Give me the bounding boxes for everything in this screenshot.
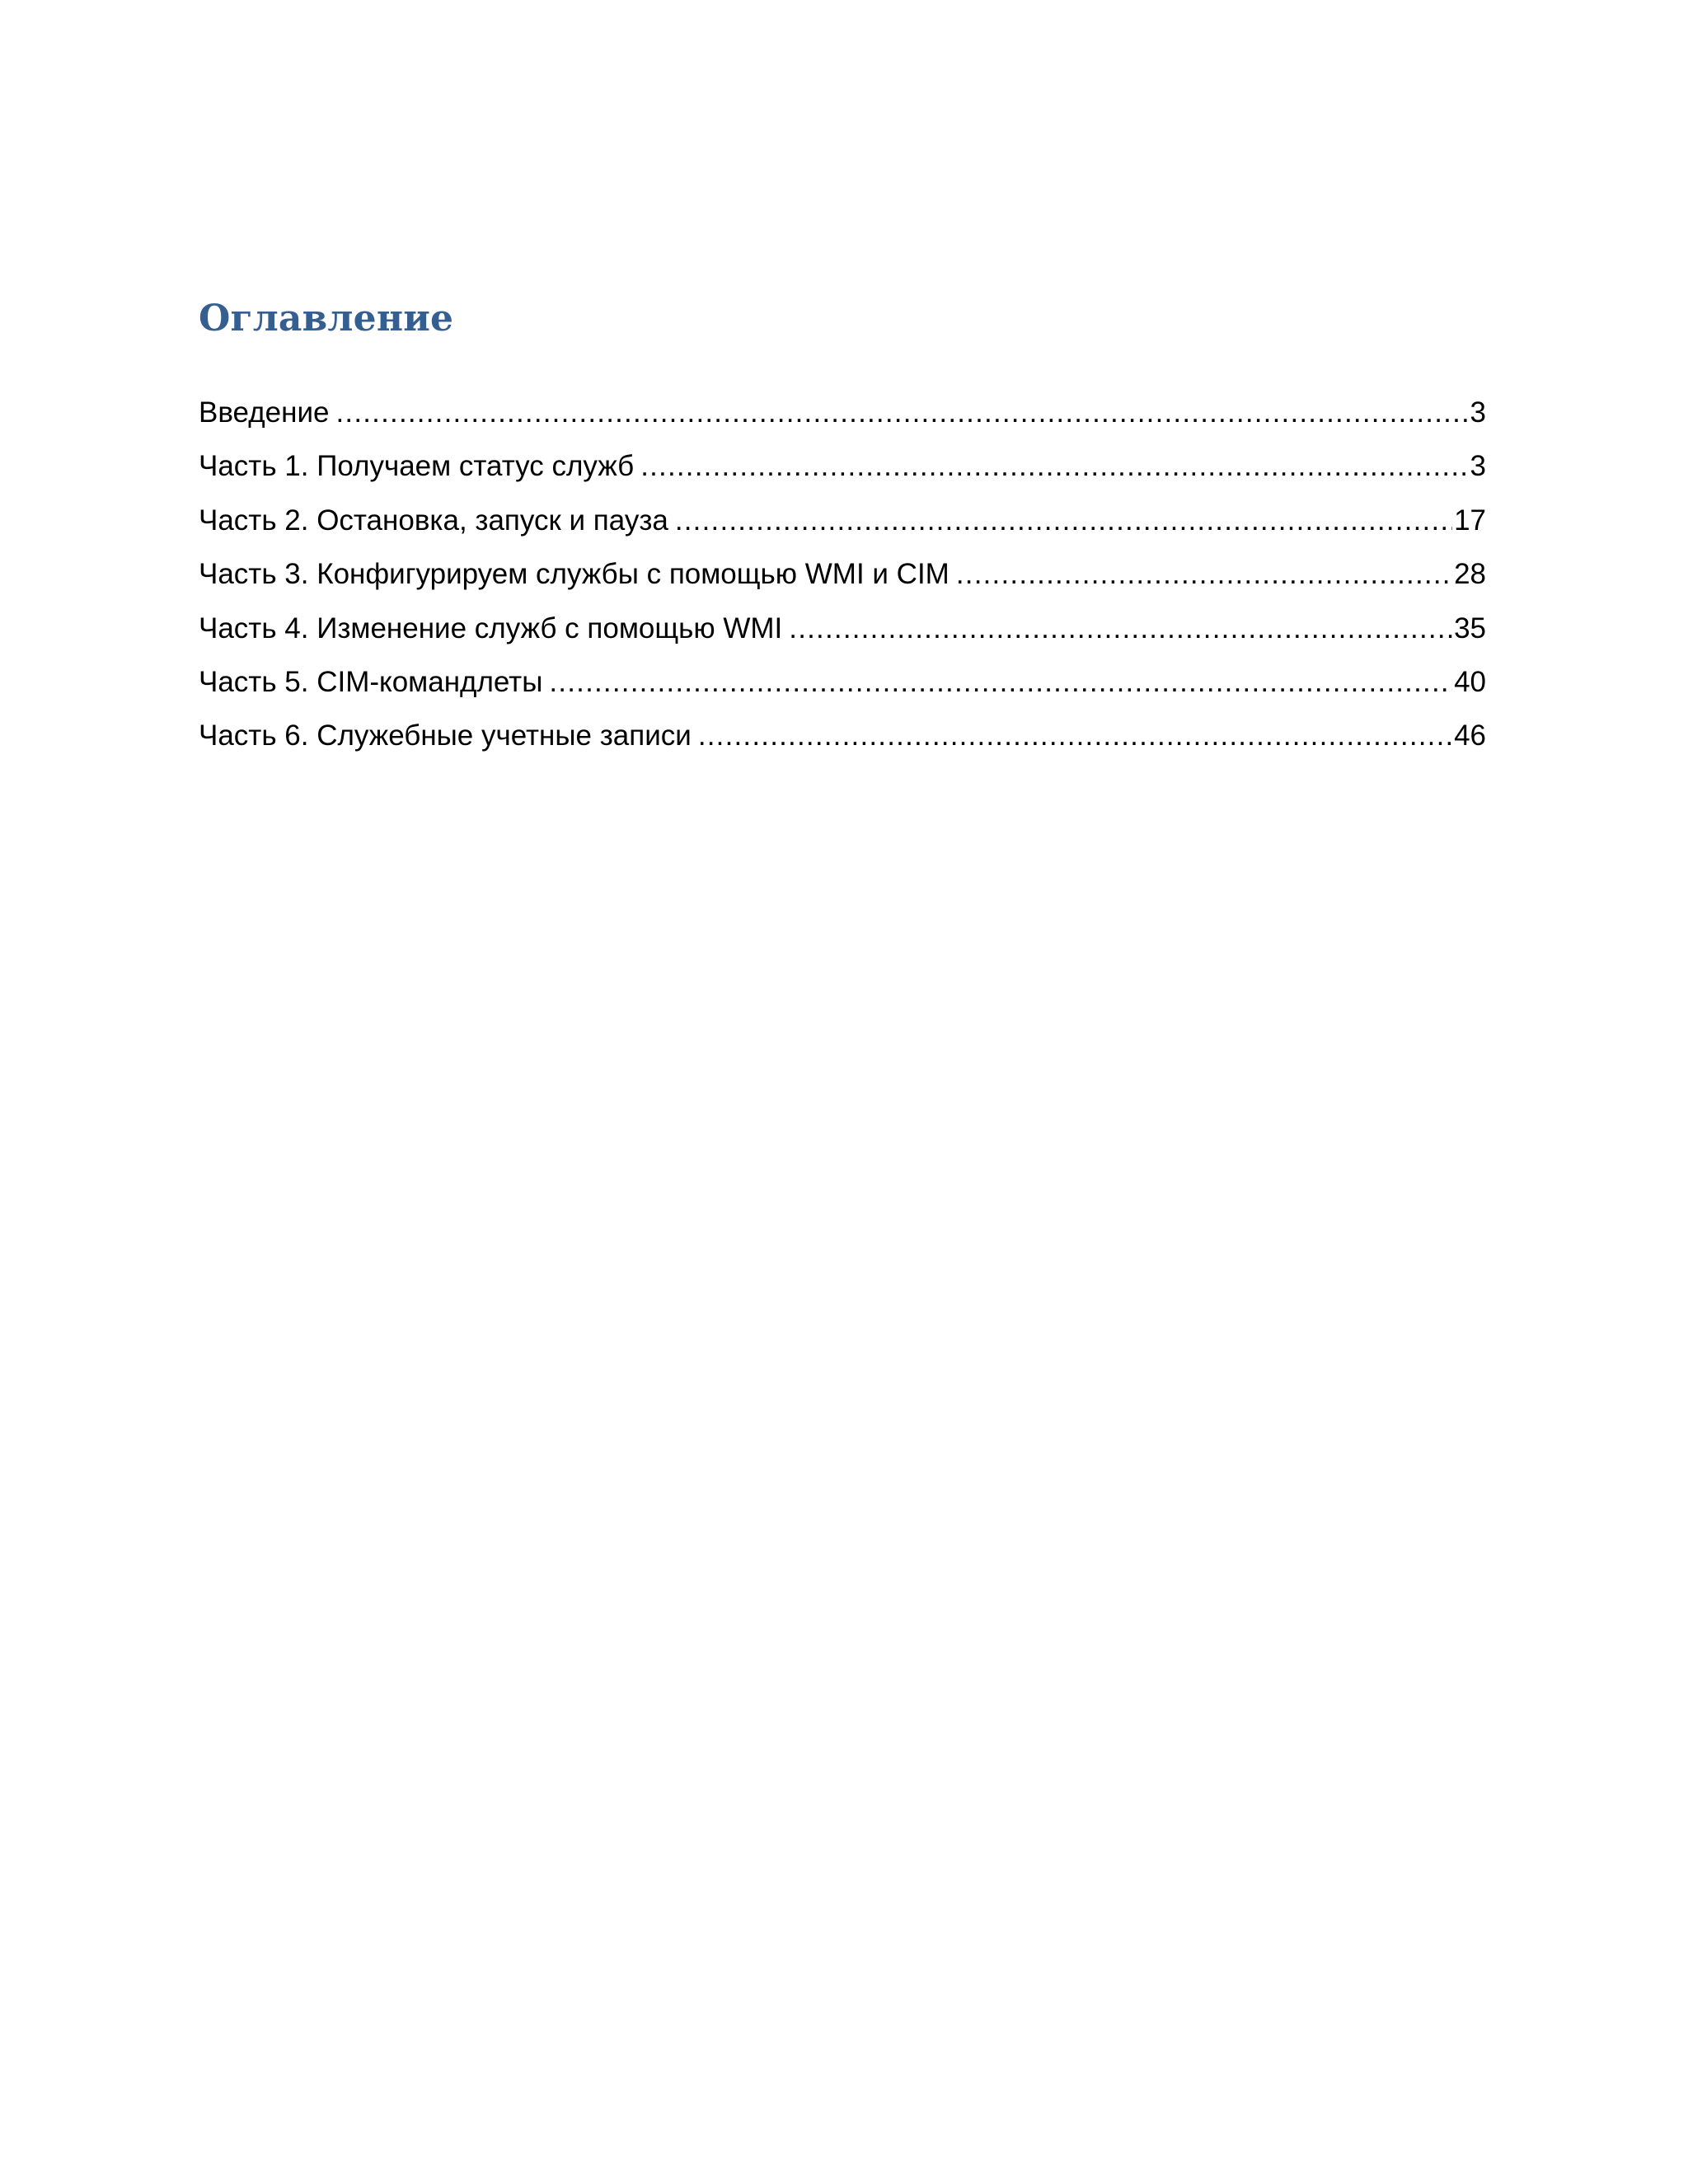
- toc-entry[interactable]: [199, 504, 1486, 558]
- toc-dot-leader: [335, 396, 1468, 429]
- toc-list: [199, 396, 1486, 774]
- toc-entry-page: 3: [1470, 450, 1486, 483]
- toc-dot-leader: [549, 666, 1452, 699]
- toc-entry-page: 35: [1454, 612, 1486, 644]
- toc-entry-title: Часть 5. CIM-командлеты: [199, 665, 543, 698]
- toc-entry-title: Введение: [199, 396, 330, 429]
- toc-entry-page: 3: [1470, 396, 1486, 429]
- toc-entry-page: 17: [1454, 504, 1486, 537]
- toc-entry[interactable]: [199, 396, 1486, 450]
- toc-dot-leader: [698, 719, 1452, 752]
- toc-entry-title: Часть 2. Остановка, запуск и пауза: [199, 504, 668, 537]
- toc-entry[interactable]: [199, 558, 1486, 612]
- toc-heading: Оглавление: [199, 298, 454, 340]
- toc-dot-leader: [789, 612, 1452, 645]
- toc-entry-title: Часть 3. Конфигурируем службы с помощью WMI и CIM: [199, 558, 950, 591]
- toc-entry[interactable]: [199, 666, 1486, 719]
- toc-entry[interactable]: [199, 450, 1486, 504]
- toc-entry-title: Часть 1. Получаем статус служб: [199, 450, 635, 483]
- toc-dot-leader: [956, 558, 1452, 591]
- toc-entry-page: 28: [1454, 558, 1486, 591]
- toc-entry-page: 46: [1454, 719, 1486, 752]
- toc-entry-title: Часть 4. Изменение служб с помощью WMI: [199, 612, 783, 644]
- toc-entry-page: 40: [1454, 665, 1486, 698]
- toc-entry-title: Часть 6. Служебные учетные записи: [199, 719, 692, 752]
- toc-dot-leader: [675, 504, 1452, 537]
- toc-dot-leader: [640, 450, 1468, 483]
- toc-entry[interactable]: [199, 719, 1486, 773]
- toc-entry[interactable]: [199, 612, 1486, 666]
